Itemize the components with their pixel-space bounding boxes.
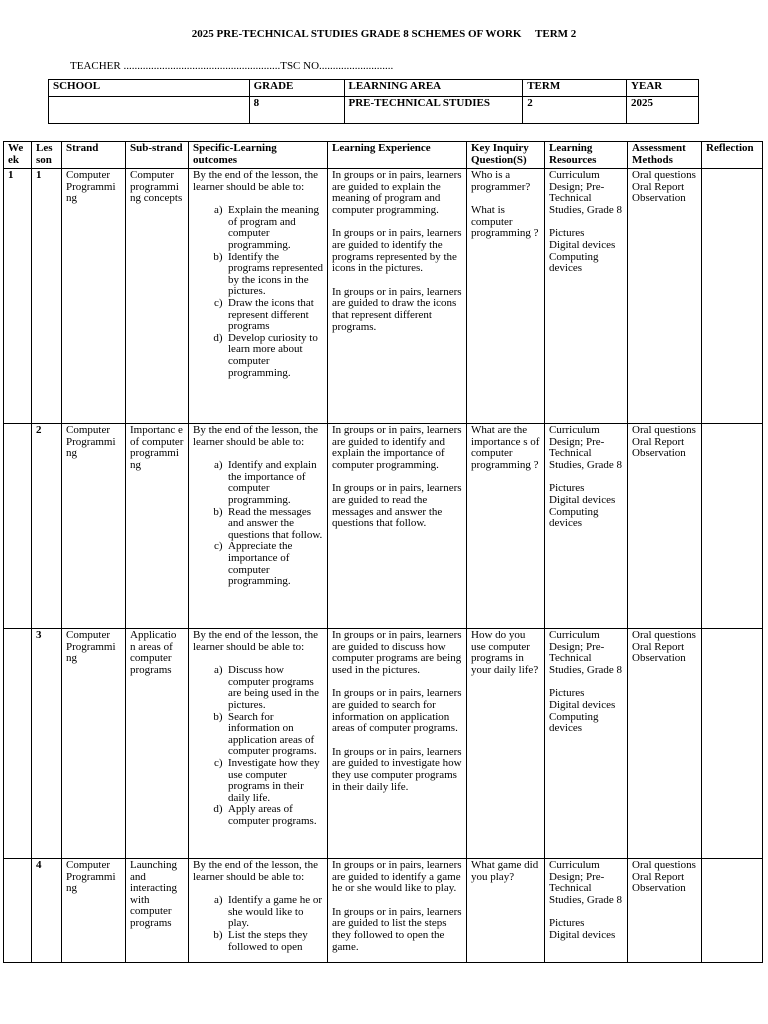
assessment-cell (628, 859, 702, 963)
substrand-cell: Importanc e of computer programmi ng (126, 424, 189, 629)
resources-cell (545, 629, 628, 859)
outcomes-cell (189, 424, 328, 629)
assessment-cell (628, 169, 702, 424)
col-header-inquiry: Key Inquiry Question(S) (467, 142, 545, 169)
outcome-item: b. Identify the programs represented by the icons in the pictures. (228, 252, 323, 298)
outcome-item: c. Investigate how they use computer programs in their daily life. (228, 758, 323, 804)
outcome-item: a. Identify a game he or she would like to play. (228, 895, 323, 930)
resource-item: Pictures (549, 482, 585, 495)
inquiry-cell (467, 629, 545, 859)
outcomes-cell (189, 629, 328, 859)
outcomes-cell (189, 169, 328, 424)
lesson-cell: 2 (32, 424, 62, 629)
assessment-cell (628, 424, 702, 629)
outcome-item: c. Draw the icons that represent different programs (228, 298, 323, 333)
inquiry-cell (467, 424, 545, 629)
substrand-cell: Applicatio n areas of computer programs (126, 629, 189, 859)
reflection-cell (702, 859, 763, 963)
inquiry-question: How do you use computer programs in your daily life? (471, 629, 539, 676)
reflection-cell (702, 424, 763, 629)
reflection-cell (702, 629, 763, 859)
week-cell (4, 859, 32, 963)
resource-text: Curriculum Design; Pre-Technical Studies, Grade 8 (549, 629, 623, 676)
inquiry-cell (467, 859, 545, 963)
experience-item: In groups or in pairs, learners are guided to discuss how computer programs are being used in the pictures. (332, 629, 462, 676)
col-header-experience: Learning Experience (328, 142, 467, 169)
week-cell: 1 (4, 169, 32, 424)
col-header-strand: Strand (62, 142, 126, 169)
resource-item: Computing devices (549, 250, 599, 275)
substrand-cell: Computer programmi ng concepts (126, 169, 189, 424)
resource-item: Digital devices (549, 238, 616, 251)
resource-text: Curriculum Design; Pre-Technical Studies, Grade 8 (549, 859, 623, 906)
table-row (4, 424, 763, 629)
outcomes-list (193, 895, 323, 953)
outcome-item: b. Read the messages and answer the questions that follow. (228, 507, 323, 542)
inquiry-question: What game did you play? (471, 859, 539, 883)
info-header-learning-area: LEARNING AREA (344, 80, 523, 97)
outcomes-intro: By the end of the lesson, the learner should be able to: (193, 859, 318, 883)
inquiry-question: Who is a programmer? (471, 169, 531, 193)
info-value-term: 2 (523, 97, 627, 124)
col-header-resources: Learning Resources (545, 142, 628, 169)
assessment-item: Observation (632, 447, 686, 460)
col-header-lesson: Les son (32, 142, 62, 169)
week-cell (4, 629, 32, 859)
scheme-header-row (4, 142, 763, 169)
lesson-cell: 4 (32, 859, 62, 963)
school-info-table (48, 79, 699, 124)
outcomes-intro: By the end of the lesson, the learner should be able to: (193, 424, 318, 448)
table-row (4, 629, 763, 859)
table-row (4, 169, 763, 424)
experience-item: In groups or in pairs, learners are guided to list the steps they followed to open the game. (332, 905, 462, 953)
assessment-item: Oral Report (632, 640, 685, 653)
outcome-item: b. List the steps they followed to open (228, 930, 323, 953)
outcome-item: b. Search for information on application areas of computer programs. (228, 712, 323, 758)
assessment-item: Observation (632, 192, 686, 205)
outcome-item: a. Explain the meaning of program and computer programming. (228, 205, 323, 251)
strand-cell: Computer Programmi ng (62, 859, 126, 963)
reflection-cell (702, 169, 763, 424)
experience-cell (328, 859, 467, 963)
experience-cell (328, 169, 467, 424)
assessment-item: Oral Report (632, 870, 685, 883)
resource-item: Pictures (549, 227, 585, 240)
assessment-item: Oral questions (632, 169, 696, 181)
resource-item: Pictures (549, 917, 585, 930)
resource-list (549, 228, 623, 274)
info-value-row (49, 97, 699, 124)
experience-item: In groups or in pairs, learners are guided to explain the meaning of program and computer programming. (332, 169, 462, 216)
assessment-item: Oral questions (632, 424, 696, 436)
assessment-item: Observation (632, 652, 686, 665)
strand-cell: Computer Programmi ng (62, 629, 126, 859)
table-row (4, 859, 763, 963)
resources-cell (545, 169, 628, 424)
strand-cell: Computer Programmi ng (62, 424, 126, 629)
strand-cell: Computer Programmi ng (62, 169, 126, 424)
experience-cell (328, 424, 467, 629)
col-header-week: We ek (4, 142, 32, 169)
teacher-tsc-line: TEACHER .........................................................TSC NO........................... (70, 60, 394, 72)
outcome-item: a. Discuss how computer programs are being used in the pictures. (228, 665, 323, 711)
info-value-learning-area: PRE-TECHNICAL STUDIES (344, 97, 523, 124)
experience-item: In groups or in pairs, learners are guided to read the messages and answer the questions that follow. (332, 482, 462, 530)
resource-item: Digital devices (549, 493, 616, 506)
document-title: 2025 PRE-TECHNICAL STUDIES GRADE 8 SCHEMES OF WORK TERM 2 (191, 28, 577, 40)
outcomes-intro: By the end of the lesson, the learner should be able to: (193, 169, 318, 193)
col-header-substrand: Sub-strand (126, 142, 189, 169)
resource-list (549, 688, 623, 734)
inquiry-question: What are the importance s of computer programming ? (471, 424, 540, 471)
resource-item: Computing devices (549, 710, 599, 735)
info-header-term: TERM (523, 80, 627, 97)
info-header-grade: GRADE (249, 80, 344, 97)
outcomes-list (193, 205, 323, 379)
resources-cell (545, 424, 628, 629)
outcomes-intro: By the end of the lesson, the learner should be able to: (193, 629, 318, 653)
outcome-item: d. Develop curiosity to learn more about computer programming. (228, 333, 323, 379)
resources-cell (545, 859, 628, 963)
inquiry-question: What is computer programming ? (471, 204, 539, 240)
info-header-school: SCHOOL (49, 80, 250, 97)
resource-list (549, 483, 623, 529)
lesson-cell: 3 (32, 629, 62, 859)
outcome-item: a. Identify and explain the importance of computer programming. (228, 460, 323, 506)
lesson-cell: 1 (32, 169, 62, 424)
experience-item: In groups or in pairs, learners are guided to identify the programs represented by the icons in the pictures. (332, 227, 462, 275)
outcomes-list (193, 460, 323, 588)
week-cell (4, 424, 32, 629)
experience-item: In groups or in pairs, learners are guided to search for information on application areas of computer programs. (332, 687, 462, 735)
resource-text: Curriculum Design; Pre-Technical Studies, Grade 8 (549, 169, 623, 216)
experience-cell (328, 629, 467, 859)
experience-item: In groups or in pairs, learners are guided to investigate how they use computer programs in their daily life. (332, 745, 462, 793)
substrand-cell: Launching and interacting with computer programs (126, 859, 189, 963)
resource-item: Pictures (549, 687, 585, 700)
assessment-item: Observation (632, 882, 686, 895)
resource-item: Digital devices (549, 928, 616, 941)
assessment-item: Oral questions (632, 629, 696, 641)
outcome-item: c. Appreciate the importance of computer programming. (228, 541, 323, 587)
experience-item: In groups or in pairs, learners are guided to draw the icons that represent different programs. (332, 285, 462, 333)
col-header-reflection: Reflection (702, 142, 763, 169)
col-header-assessment: Assessment Methods (628, 142, 702, 169)
assessment-item: Oral Report (632, 435, 685, 448)
experience-item: In groups or in pairs, learners are guided to identify and explain the importance of computer programming. (332, 424, 462, 471)
info-value-year: 2025 (627, 97, 699, 124)
inquiry-cell (467, 169, 545, 424)
info-value-grade: 8 (249, 97, 344, 124)
resource-list (549, 918, 623, 941)
resource-text: Curriculum Design; Pre-Technical Studies, Grade 8 (549, 424, 623, 471)
col-header-outcomes: Specific-Learning outcomes (189, 142, 328, 169)
resource-item: Computing devices (549, 505, 599, 530)
resource-item: Digital devices (549, 698, 616, 711)
assessment-cell (628, 629, 702, 859)
outcomes-list (193, 665, 323, 827)
assessment-item: Oral questions (632, 859, 696, 871)
outcomes-cell (189, 859, 328, 963)
info-header-year: YEAR (627, 80, 699, 97)
assessment-item: Oral Report (632, 180, 685, 193)
outcome-item: d. Apply areas of computer programs. (228, 804, 323, 827)
experience-item: In groups or in pairs, learners are guided to identify a game he or she would like to play. (332, 859, 462, 895)
scheme-of-work-table (3, 141, 763, 963)
info-value-school (49, 97, 250, 124)
info-header-row (49, 80, 699, 97)
